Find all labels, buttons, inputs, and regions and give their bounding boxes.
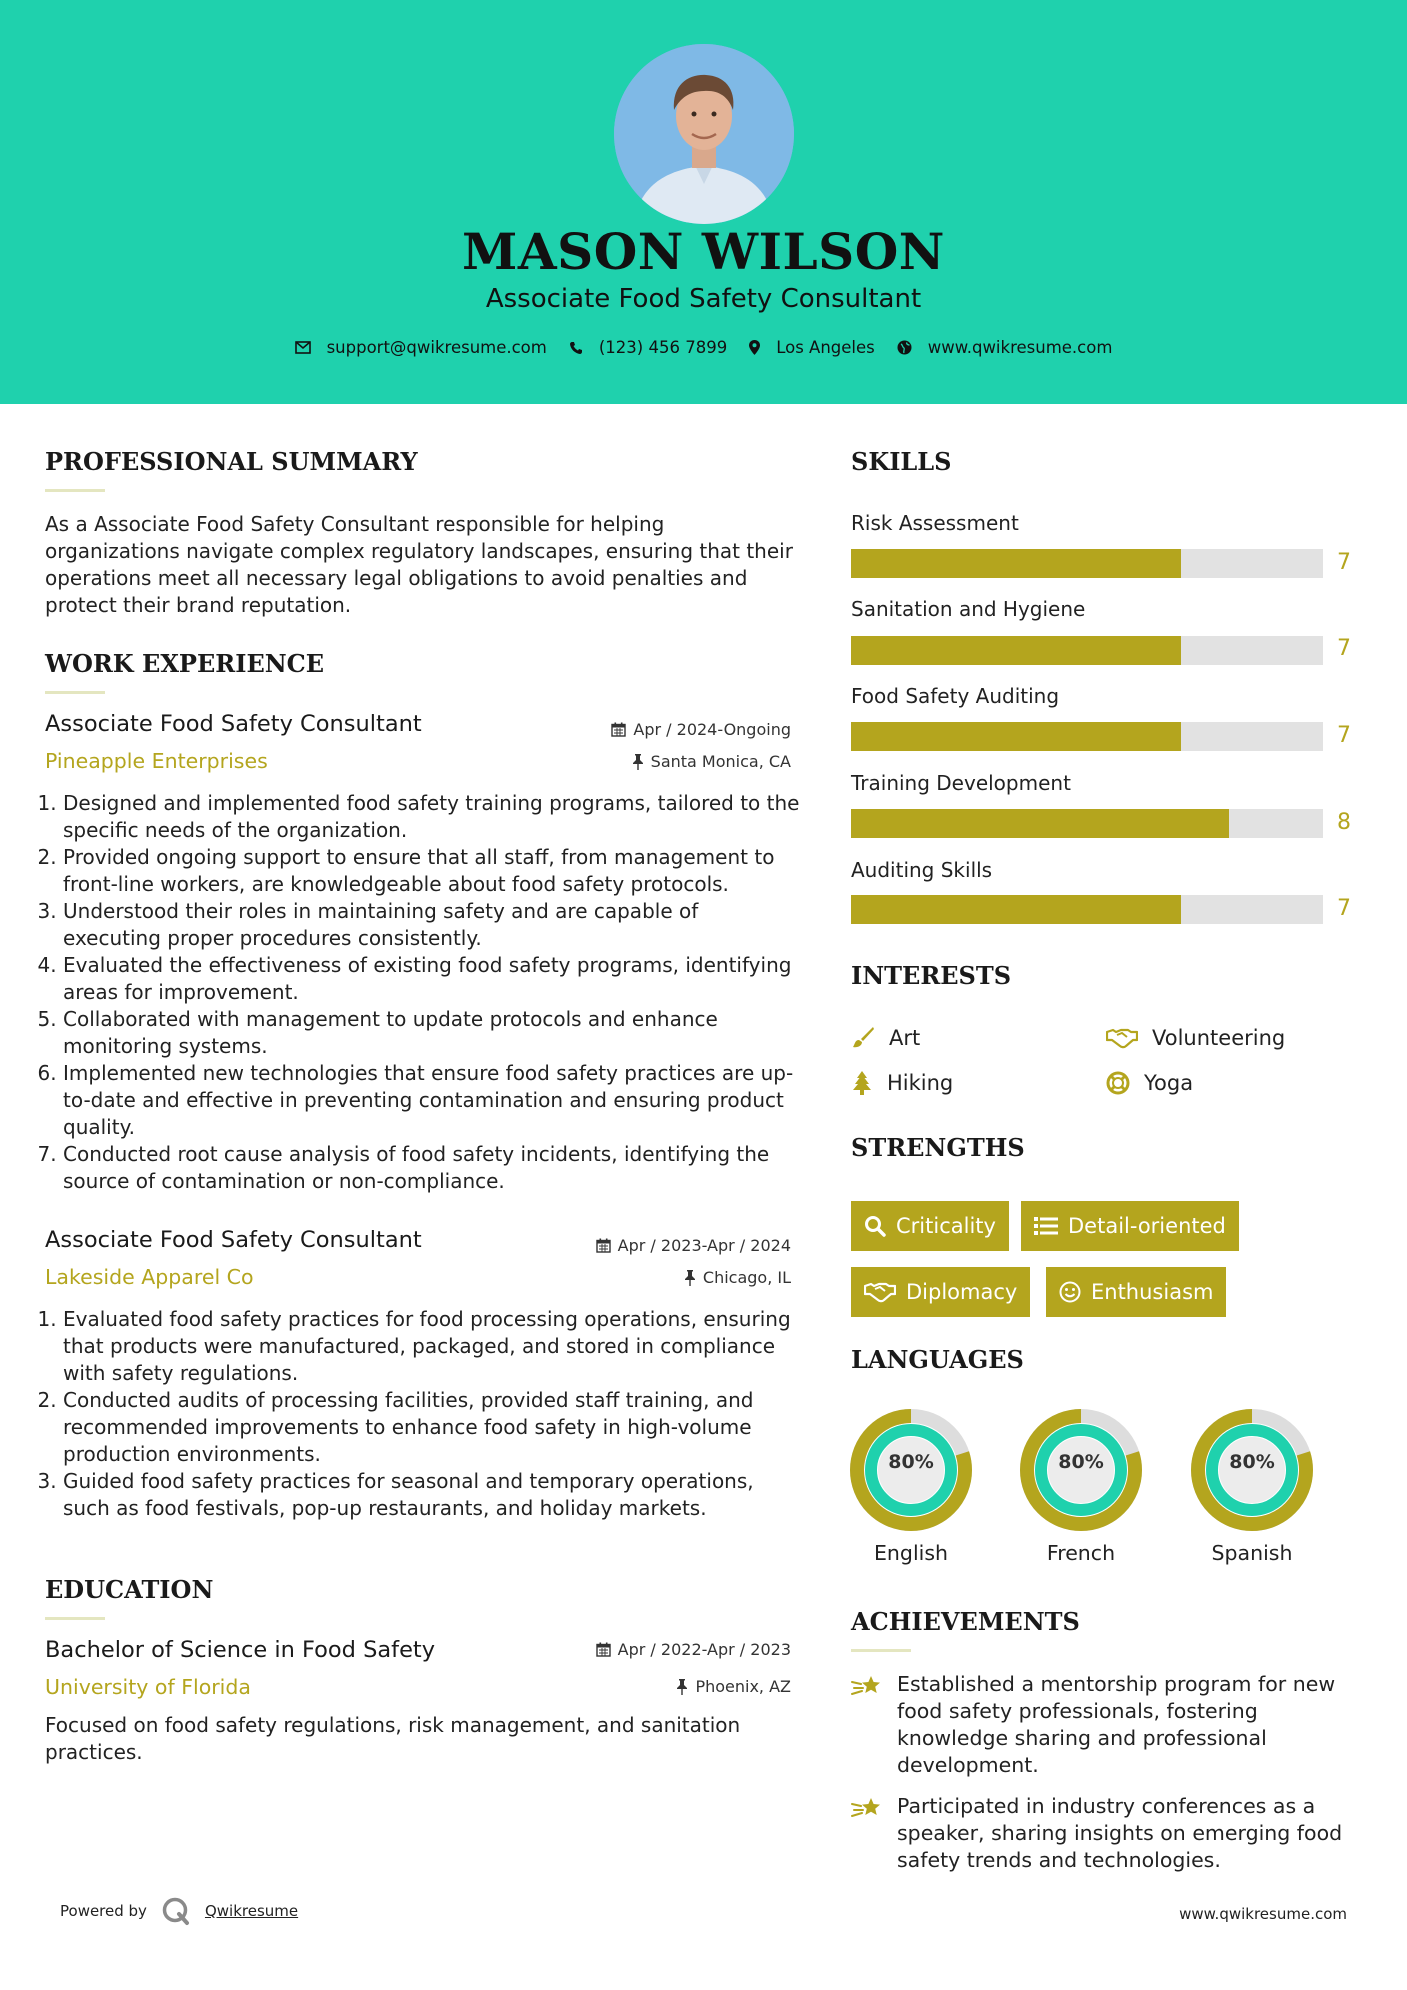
strength-tag [851, 1267, 1030, 1317]
interest-hiking [851, 1071, 953, 1095]
strength-tag [1021, 1201, 1239, 1251]
skill-label: Sanitation and Hygiene [851, 597, 1086, 621]
job-date [611, 720, 791, 739]
language-name: French [1046, 1541, 1116, 1565]
job-date-text: Apr / 2023-Apr / 2024 [617, 1236, 791, 1255]
skill-score: 7 [1337, 723, 1351, 748]
pushpin-icon [684, 1270, 696, 1286]
job-location-text: Santa Monica, CA [650, 752, 791, 771]
contact-website[interactable] [897, 338, 1113, 357]
language-english [849, 1408, 973, 1565]
job-date-text: Apr / 2024-Ongoing [633, 720, 791, 739]
pushpin-icon [676, 1679, 688, 1695]
envelope-icon [295, 341, 311, 354]
handshake-icon [1106, 1027, 1138, 1049]
skill-score: 7 [1337, 550, 1351, 575]
email-text: support@qwikresume.com [326, 338, 547, 357]
degree-title: Bachelor of Science in Food Safety [45, 1637, 436, 1663]
achievement-text: Participated in industry conferences as a speaker, sharing insights on emerging food safety trends and technologies. [897, 1794, 1343, 1872]
footer-website[interactable]: www.qwikresume.com [1179, 1905, 1347, 1923]
job-date [596, 1236, 791, 1255]
skill-bar [851, 722, 1323, 751]
list-item: 5. Collaborated with management to update protocols and enhance monitoring systems. [63, 1006, 800, 1060]
lifebuoy-icon [1106, 1071, 1130, 1095]
list-item: 2. Provided ongoing support to ensure that all staff, from management to front-line workers, are knowledgeable about food safety protocols. [63, 844, 800, 898]
contact-email[interactable] [295, 338, 547, 357]
skill-bar-fill [851, 636, 1181, 665]
search-icon [864, 1215, 886, 1237]
powered-by-text: Powered by [60, 1902, 147, 1920]
interest-volunteering [1106, 1026, 1285, 1050]
strength-tag [851, 1201, 1009, 1251]
experience-underline [45, 691, 105, 694]
list-item: 2. Conducted audits of processing facilities, provided staff training, and recommended improvements to enhance food safety in high-volume production environments. [63, 1387, 800, 1468]
handshake-icon [864, 1281, 896, 1303]
language-spanish [1190, 1408, 1314, 1565]
strengths-heading: STRENGTHS [851, 1133, 1025, 1162]
job-location-text: Chicago, IL [702, 1268, 791, 1287]
shooting-star-icon [851, 1795, 883, 1821]
language-percent: 80% [1229, 1451, 1275, 1473]
achievements-heading: ACHIEVEMENTS [851, 1607, 1080, 1636]
profile-photo [614, 44, 794, 224]
contact-phone[interactable] [569, 338, 727, 357]
education-location [676, 1677, 791, 1696]
list-item: 1. Evaluated food safety practices for food processing operations, ensuring that products were manufactured, packaged, and stored in compliance with safety regulations. [63, 1306, 800, 1387]
achievement-item [851, 1793, 1361, 1874]
skills-heading: SKILLS [851, 447, 952, 476]
skill-label: Risk Assessment [851, 511, 1019, 535]
language-name: Spanish [1211, 1541, 1293, 1565]
calendar-icon [596, 1642, 611, 1657]
interest-label: Yoga [1144, 1071, 1194, 1095]
list-item: 3. Guided food safety practices for seasonal and temporary operations, such as food festivals, pop-up restaurants, and holiday markets. [63, 1468, 800, 1522]
website-text: www.qwikresume.com [927, 338, 1113, 357]
tree-icon [851, 1071, 873, 1095]
achievements-underline [851, 1649, 911, 1652]
strength-label: Diplomacy [906, 1280, 1018, 1304]
contact-bar [0, 338, 1407, 357]
job-title: Associate Food Safety Consultant [45, 711, 422, 737]
education-date-text: Apr / 2022-Apr / 2023 [617, 1640, 791, 1659]
job-company: Pineapple Enterprises [45, 749, 268, 773]
calendar-icon [596, 1238, 611, 1253]
skill-score: 7 [1337, 636, 1351, 661]
calendar-icon [611, 722, 626, 737]
job-bullets [45, 1306, 800, 1522]
skill-bar-fill [851, 722, 1181, 751]
list-item: 3. Understood their roles in maintaining safety and are capable of executing proper procedures consistently. [63, 898, 800, 952]
experience-heading: WORK EXPERIENCE [45, 649, 325, 678]
education-description: Focused on food safety regulations, risk management, and sanitation practices. [45, 1713, 741, 1764]
pushpin-icon [632, 754, 644, 770]
list-item: 1. Designed and implemented food safety training programs, tailored to the specific needs of the organization. [63, 790, 800, 844]
education-underline [45, 1617, 105, 1620]
summary-text: As a Associate Food Safety Consultant responsible for helping organizations navigate complex regulatory landscapes, ensuring that their operations meet all necessary legal obligations to avoid penalties and protect their brand reputation. [45, 512, 793, 617]
skill-bar-fill [851, 895, 1181, 924]
education-heading: EDUCATION [45, 1575, 214, 1604]
smile-icon [1059, 1281, 1081, 1303]
language-name: English [873, 1541, 949, 1565]
interest-art [851, 1026, 920, 1050]
language-percent: 80% [888, 1451, 934, 1473]
interest-label: Volunteering [1152, 1026, 1286, 1050]
job-location [632, 752, 791, 771]
skill-bar [851, 636, 1323, 665]
achievement-item [851, 1671, 1361, 1779]
strength-label: Criticality [896, 1214, 996, 1238]
language-percent: 80% [1058, 1451, 1104, 1473]
languages-heading: LANGUAGES [851, 1345, 1024, 1374]
qwikresume-logo-icon [161, 1896, 191, 1926]
summary-underline [45, 489, 105, 492]
resume-header [0, 0, 1407, 404]
education-location-text: Phoenix, AZ [695, 1677, 791, 1696]
skill-score: 7 [1337, 896, 1351, 921]
location-text: Los Angeles [776, 338, 875, 357]
interest-label: Art [889, 1026, 921, 1050]
education-date [596, 1640, 791, 1659]
skill-bar [851, 549, 1323, 578]
list-item: 4. Evaluated the effectiveness of existing food safety programs, identifying areas for improvement. [63, 952, 800, 1006]
strength-label: Detail-oriented [1068, 1214, 1226, 1238]
list-icon [1034, 1216, 1058, 1236]
summary-heading: PROFESSIONAL SUMMARY [45, 447, 418, 476]
candidate-title: Associate Food Safety Consultant [485, 284, 922, 314]
skill-bar [851, 809, 1323, 838]
qwikresume-link[interactable]: Qwikresume [204, 1902, 299, 1920]
interest-yoga [1106, 1071, 1193, 1095]
strength-tag [1046, 1267, 1226, 1317]
skill-bar-fill [851, 549, 1181, 578]
job-bullets [45, 790, 800, 1195]
skill-label: Food Safety Auditing [851, 684, 1060, 708]
school-name: University of Florida [45, 1675, 251, 1699]
interests-heading: INTERESTS [851, 961, 1012, 990]
phone-text: (123) 456 7899 [598, 338, 728, 357]
skill-score: 8 [1337, 810, 1351, 835]
job-location [684, 1268, 791, 1287]
achievement-text: Established a mentorship program for new food safety professionals, fostering knowledge sharing and professional development. [897, 1672, 1336, 1777]
skill-label: Training Development [851, 771, 1071, 795]
job-company: Lakeside Apparel Co [45, 1265, 254, 1289]
skill-bar-fill [851, 809, 1229, 838]
language-french [1019, 1408, 1143, 1565]
shooting-star-icon [851, 1673, 883, 1699]
list-item: 7. Conducted root cause analysis of food safety incidents, identifying the source of contamination or non-compliance. [63, 1141, 800, 1195]
phone-icon [569, 341, 583, 355]
map-pin-icon [749, 340, 760, 355]
contact-location [749, 338, 875, 357]
interest-label: Hiking [887, 1071, 954, 1095]
candidate-name: MASON WILSON [462, 222, 945, 281]
skill-bar [851, 895, 1323, 924]
list-item: 6. Implemented new technologies that ensure food safety practices are up-to-date and effective in preventing contamination and ensuring product quality. [63, 1060, 800, 1141]
paintbrush-icon [851, 1026, 875, 1050]
strength-label: Enthusiasm [1091, 1280, 1214, 1304]
footer-powered-by [60, 1896, 298, 1926]
job-title: Associate Food Safety Consultant [45, 1227, 422, 1253]
skill-label: Auditing Skills [851, 858, 993, 882]
globe-icon [897, 340, 912, 355]
